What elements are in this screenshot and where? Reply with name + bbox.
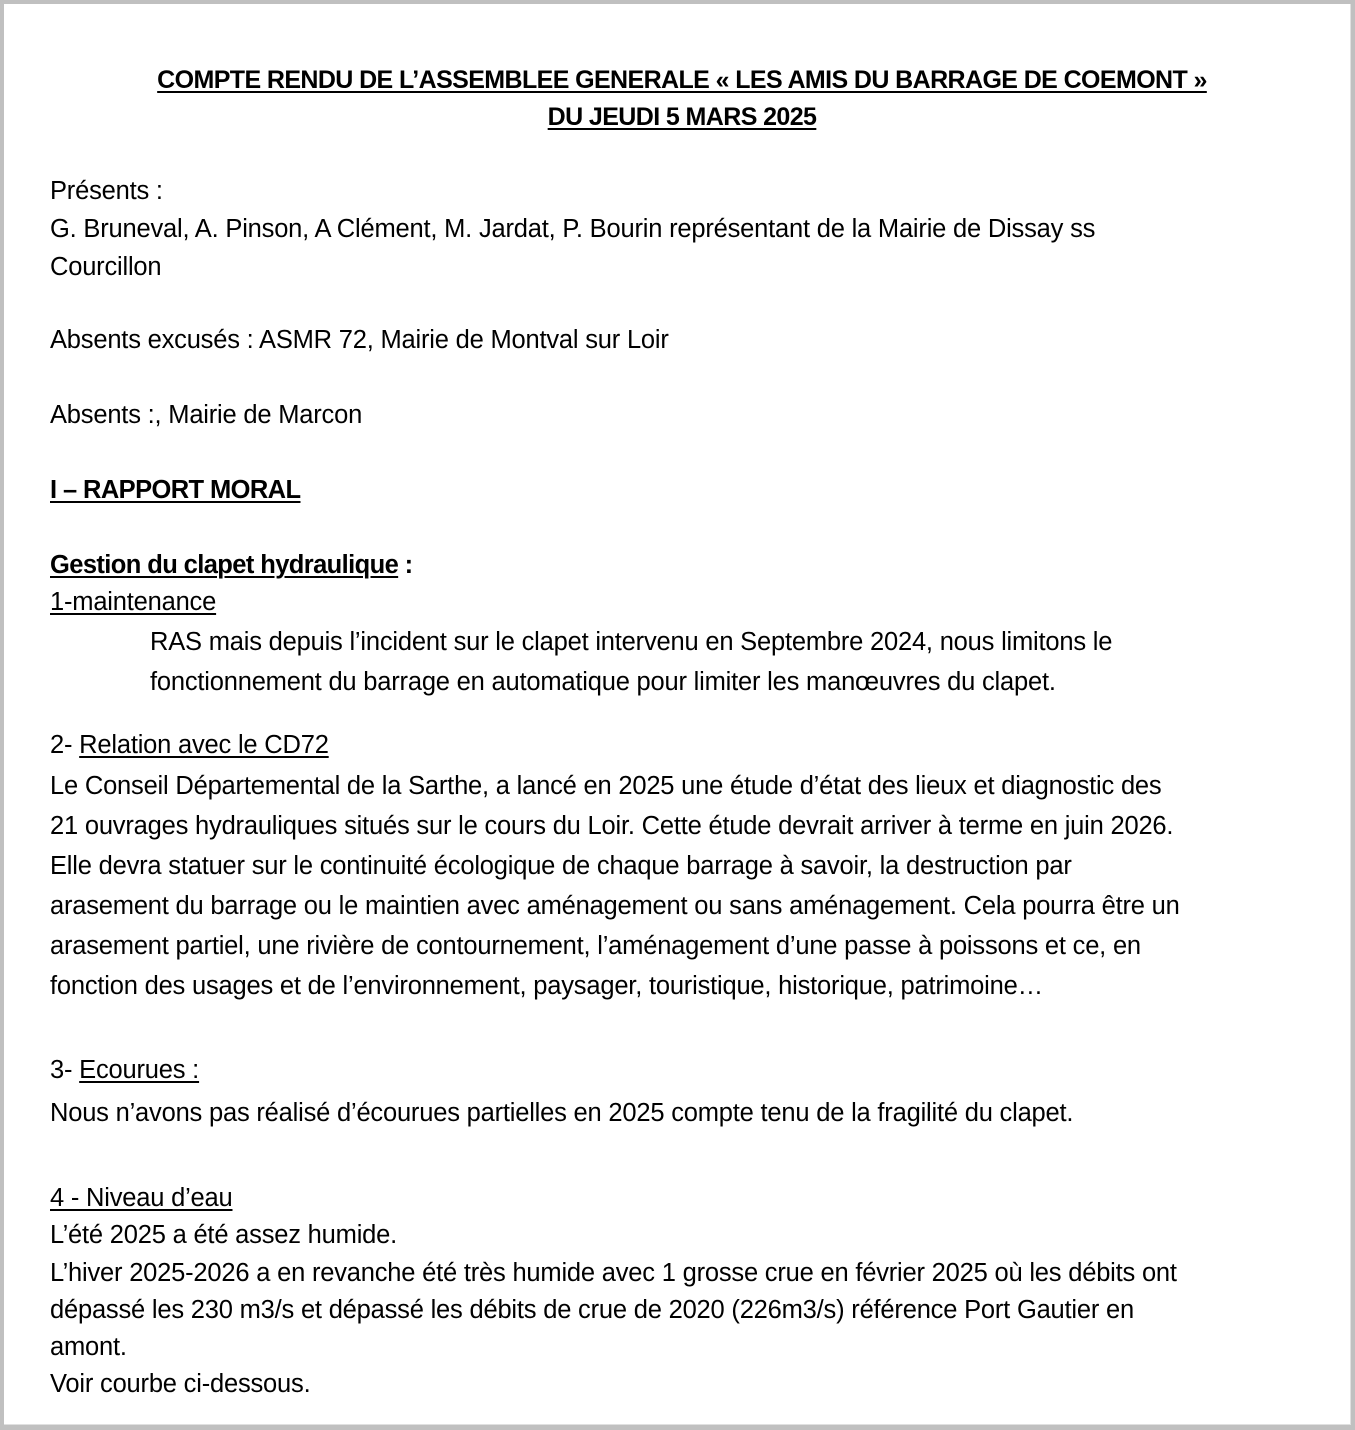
absents: Absents :, Mairie de Marcon: [50, 401, 363, 429]
item-2-line-4: arasement du barrage ou le maintien avec aménagement ou sans aménagement. Cela pourra être un: [50, 892, 1180, 920]
item-2-line-1: Le Conseil Départemental de la Sarthe, a lancé en 2025 une étude d’état des lieux et diagnostic des: [50, 772, 1162, 800]
subheading-text: Gestion du clapet hydraulique: [50, 551, 399, 579]
item-4-title-text: 4 - Niveau d’eau: [50, 1184, 233, 1212]
title-text-1: COMPTE RENDU DE L’ASSEMBLEE GENERALE « LES AMIS DU BARRAGE DE COEMONT »: [157, 66, 1207, 94]
section-heading-text: I – RAPPORT MORAL: [50, 476, 301, 504]
document-page: [4, 4, 1351, 1425]
item-1-line-2: fonctionnement du barrage en automatique pour limiter les manœuvres du clapet.: [150, 668, 1056, 696]
item-4-line-3: dépassé les 230 m3/s et dépassé les débits de crue de 2020 (226m3/s) référence Port Gautier en: [50, 1296, 1135, 1324]
item-3-line-1: Nous n’avons pas réalisé d’écourues partielles en 2025 compte tenu de la fragilité du clapet.: [50, 1099, 1074, 1127]
item-2-title-text: Relation avec le CD72: [79, 731, 329, 759]
item-4-title: [50, 1181, 233, 1215]
item-2-line-5: arasement partiel, une rivière de contournement, l’aménagement d’une passe à poissons et ce, en: [50, 932, 1141, 960]
subheading-suffix: :: [398, 551, 413, 579]
item-3-title: [50, 1053, 199, 1087]
presents-list-line-1: G. Bruneval, A. Pinson, A Clément, M. Jardat, P. Bourin représentant de la Mairie de Dissay ss: [50, 215, 1096, 243]
item-1-title-text: 1-maintenance: [50, 588, 217, 616]
absents-excuses: Absents excusés : ASMR 72, Mairie de Montval sur Loir: [50, 326, 669, 354]
item-2-number: 2-: [50, 731, 80, 759]
title-text-2: DU JEUDI 5 MARS 2025: [547, 103, 817, 131]
section-heading-rapport-moral: [50, 473, 300, 507]
subheading-gestion-clapet: [50, 548, 413, 582]
item-2-line-6: fonction des usages et de l’environnement, paysager, touristique, historique, patrimoine…: [50, 972, 1043, 1000]
item-2-line-3: Elle devra statuer sur le continuité écologique de chaque barrage à savoir, la destruction par: [50, 852, 1072, 880]
item-3-title-text: Ecourues :: [79, 1056, 200, 1084]
item-1-line-1: RAS mais depuis l’incident sur le clapet intervenu en Septembre 2024, nous limitons le: [150, 628, 1113, 656]
document-title-line-2: [50, 100, 1314, 134]
item-3-number: 3-: [50, 1056, 80, 1084]
item-4-line-1: L’été 2025 a été assez humide.: [50, 1221, 398, 1249]
item-2-title: [50, 728, 329, 762]
item-2-line-2: 21 ouvrages hydrauliques situés sur le cours du Loir. Cette étude devrait arriver à terme en juin 2026.: [50, 812, 1174, 840]
document-title-line-1: [50, 63, 1314, 97]
presents-label: Présents :: [50, 177, 163, 205]
item-4-line-5: Voir courbe ci-dessous.: [50, 1370, 311, 1398]
item-4-line-4: amont.: [50, 1333, 127, 1361]
item-1-title: [50, 585, 216, 619]
presents-list-line-2: Courcillon: [50, 253, 162, 281]
item-4-line-2: L’hiver 2025-2026 a en revanche été très humide avec 1 grosse crue en février 2025 où les débits ont: [50, 1259, 1177, 1287]
